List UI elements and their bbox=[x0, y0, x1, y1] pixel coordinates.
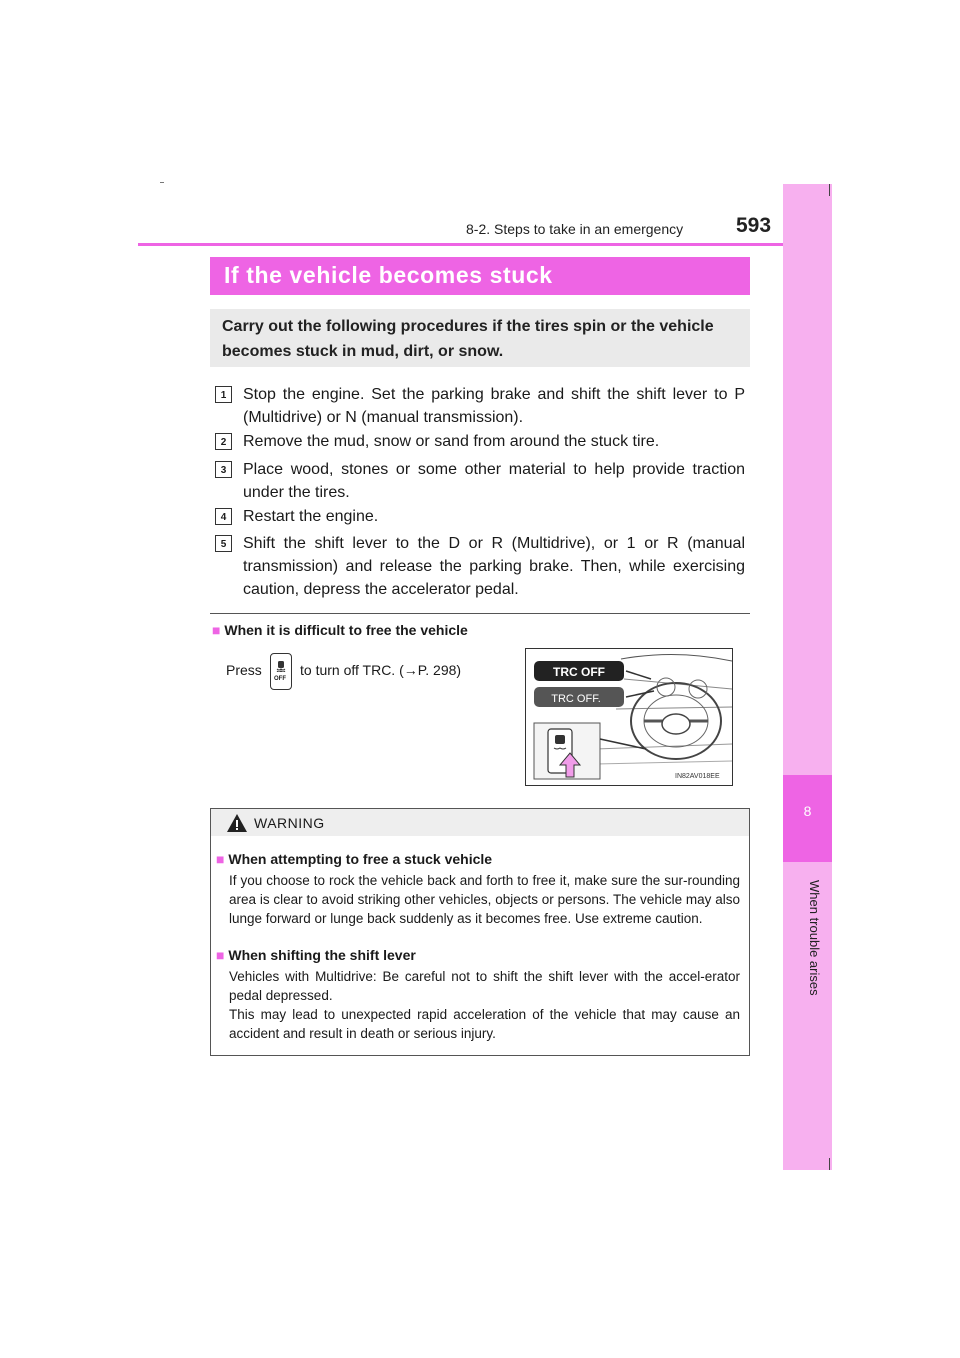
section-reference: 8-2. Steps to take in an emergency bbox=[466, 221, 684, 237]
page-number: 593 bbox=[736, 214, 772, 237]
warning-item-body: Vehicles with Multidrive: Be careful not to shift the shift lever with the accel-erator pedal depressed. bbox=[229, 969, 740, 1003]
warning-item-heading-text: When shifting the shift lever bbox=[228, 947, 416, 963]
trc-off-message-label: TRC OFF. bbox=[551, 693, 601, 705]
subsection-marker: ■ bbox=[212, 622, 221, 638]
trc-off-button-icon bbox=[270, 653, 292, 690]
warning-title: WARNING bbox=[254, 815, 325, 831]
warning-item-heading-text: When attempting to free a stuck vehicle bbox=[228, 851, 493, 867]
warning-item-marker: ■ bbox=[216, 947, 225, 963]
subsection-heading-text: When it is difficult to free the vehicle bbox=[224, 622, 468, 638]
chapter-title: When trouble arises bbox=[807, 880, 822, 996]
step-text: Shift the shift lever to the D or R (Multidrive), or 1 or R (manual transmission) and release the parking brake. Then, while exercising caution, depress the accelerator pedal. bbox=[243, 535, 745, 598]
warning-icon bbox=[226, 813, 248, 833]
warning-item-body: This may lead to unexpected rapid acceleration of the vehicle that may cause an accident and result in death or serious injury. bbox=[229, 1007, 740, 1041]
warning-item-heading bbox=[216, 851, 492, 867]
step-badge: 3 bbox=[215, 461, 232, 478]
crop-tick bbox=[829, 184, 830, 196]
trc-off-indicator-label: TRC OFF bbox=[553, 665, 605, 679]
step-badge: 4 bbox=[215, 508, 232, 525]
subsection-heading bbox=[212, 622, 468, 638]
dashboard-illustration bbox=[525, 648, 733, 786]
press-prefix: Press bbox=[226, 662, 262, 678]
illustration-caption: IN82AV018EE bbox=[675, 773, 720, 780]
button-off-text: OFF bbox=[274, 676, 286, 682]
press-suffix: to turn off TRC. (→P. 298) bbox=[300, 662, 462, 678]
warning-item-marker: ■ bbox=[216, 851, 225, 867]
skid-car-icon bbox=[275, 660, 287, 672]
page-title: If the vehicle becomes stuck bbox=[224, 262, 553, 288]
step-badge: 1 bbox=[215, 386, 232, 403]
step-text: Stop the engine. Set the parking brake and shift the shift lever to P (Multidrive) or N (manual transmission). bbox=[243, 386, 745, 426]
step-badge: 5 bbox=[215, 535, 232, 552]
step-badge: 2 bbox=[215, 433, 232, 450]
crop-tick bbox=[829, 1158, 830, 1170]
warning-item-heading bbox=[216, 947, 416, 963]
corner-mark bbox=[160, 182, 164, 183]
dashboard-drawing bbox=[526, 649, 732, 785]
header-rule bbox=[138, 243, 783, 246]
step-text: Place wood, stones or some other material to help provide traction under the tires. bbox=[243, 461, 745, 501]
chapter-number: 8 bbox=[803, 803, 812, 819]
intro-text: Carry out the following procedures if the tires spin or the vehicle becomes stuck in mud, dirt, or snow. bbox=[222, 318, 714, 360]
step-text: Restart the engine. bbox=[243, 508, 379, 525]
section-divider bbox=[210, 613, 750, 614]
warning-item-body: If you choose to rock the vehicle back and forth to free it, make sure the sur-rounding area is clear to avoid striking other vehicles, objects or persons. The vehicle may also lunge forward or lunge back suddenly as it becomes free. Use extreme caution. bbox=[229, 873, 740, 926]
step-text: Remove the mud, snow or sand from around the stuck tire. bbox=[243, 433, 660, 450]
